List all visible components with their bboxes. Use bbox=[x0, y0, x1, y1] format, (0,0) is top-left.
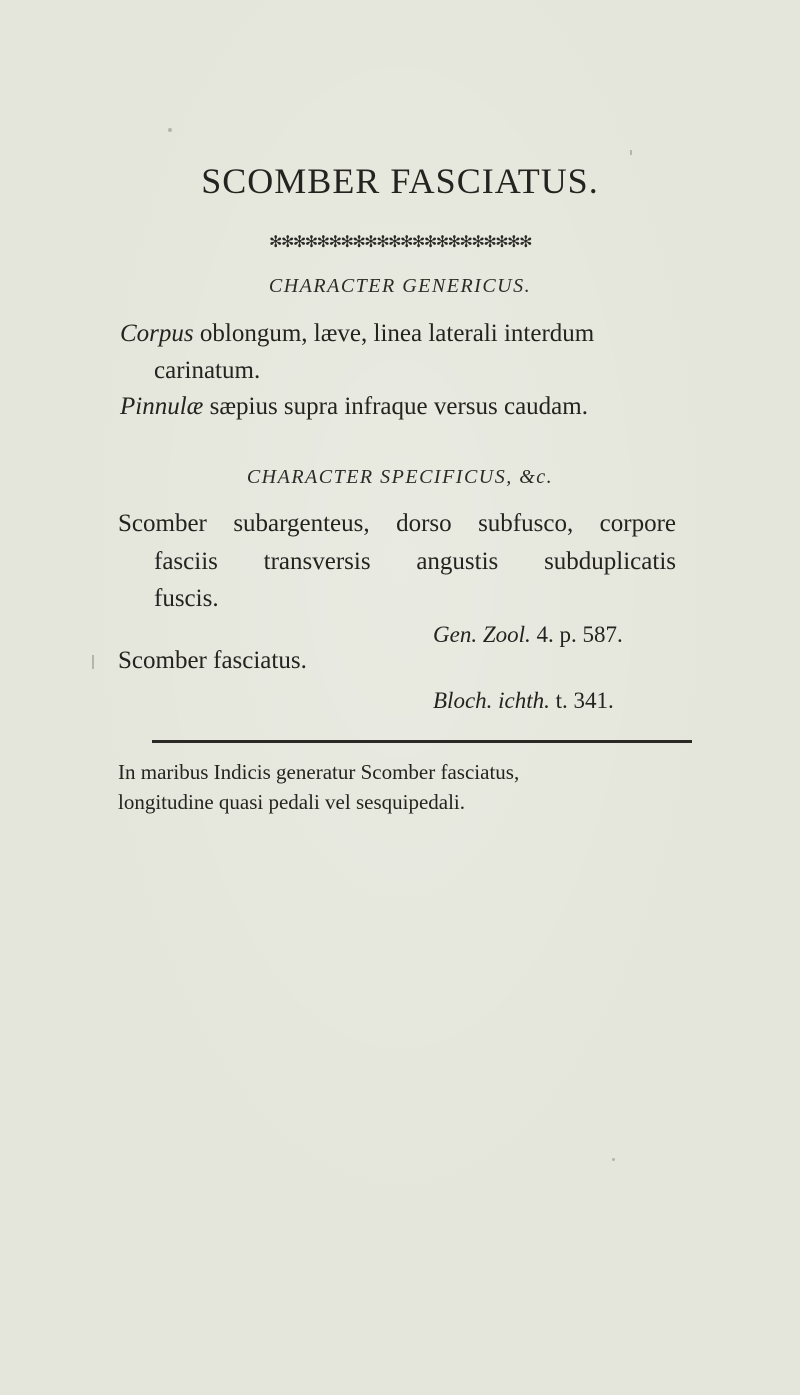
pinnulae-line bbox=[120, 393, 588, 421]
reference-gen-zool bbox=[433, 622, 623, 648]
specific-line-1: Scomber subargenteus, dorso subfusco, corpore bbox=[118, 510, 676, 537]
reference-source: Bloch. ichth. bbox=[433, 688, 550, 713]
asterisk-divider: ✻✻✻✻✻✻✻✻✻✻✻✻✻✻✻✻✻✻✻✻✻✻ bbox=[269, 234, 531, 251]
specific-line-3: fuscis. bbox=[154, 585, 219, 612]
pinnulae-text: sæpius supra infraque versus caudam. bbox=[203, 393, 588, 420]
pinnulae-term: Pinnulæ bbox=[120, 393, 204, 420]
corpus-continuation: carinatum. bbox=[154, 357, 261, 384]
species-name: Scomber fasciatus. bbox=[118, 647, 307, 674]
corpus-line bbox=[120, 320, 594, 348]
reference-source: Gen. Zool. bbox=[433, 622, 531, 647]
paper-speck bbox=[168, 128, 172, 132]
page-title: SCOMBER FASCIATUS. bbox=[201, 161, 599, 201]
corpus-term: Corpus bbox=[120, 320, 194, 347]
paper-speck bbox=[630, 150, 632, 155]
specific-line-2: fasciis transversis angustis subduplicatis bbox=[154, 548, 676, 575]
generic-heading: CHARACTER GENERICUS. bbox=[268, 275, 532, 297]
paper-speck bbox=[612, 1158, 615, 1161]
note-line-1: In maribus Indicis generatur Scomber fasciatus, bbox=[118, 760, 520, 784]
reference-location: 4. p. 587. bbox=[530, 622, 623, 647]
reference-location: t. 341. bbox=[549, 688, 614, 713]
note-line-2: longitudine quasi pedali vel sesquipedali. bbox=[118, 790, 466, 814]
corpus-text: oblongum, læve, linea laterali interdum bbox=[193, 320, 595, 347]
specific-heading: CHARACTER SPECIFICUS, &c. bbox=[246, 466, 554, 488]
paper-speck bbox=[92, 655, 94, 669]
horizontal-rule bbox=[152, 740, 692, 743]
reference-bloch bbox=[433, 688, 614, 714]
